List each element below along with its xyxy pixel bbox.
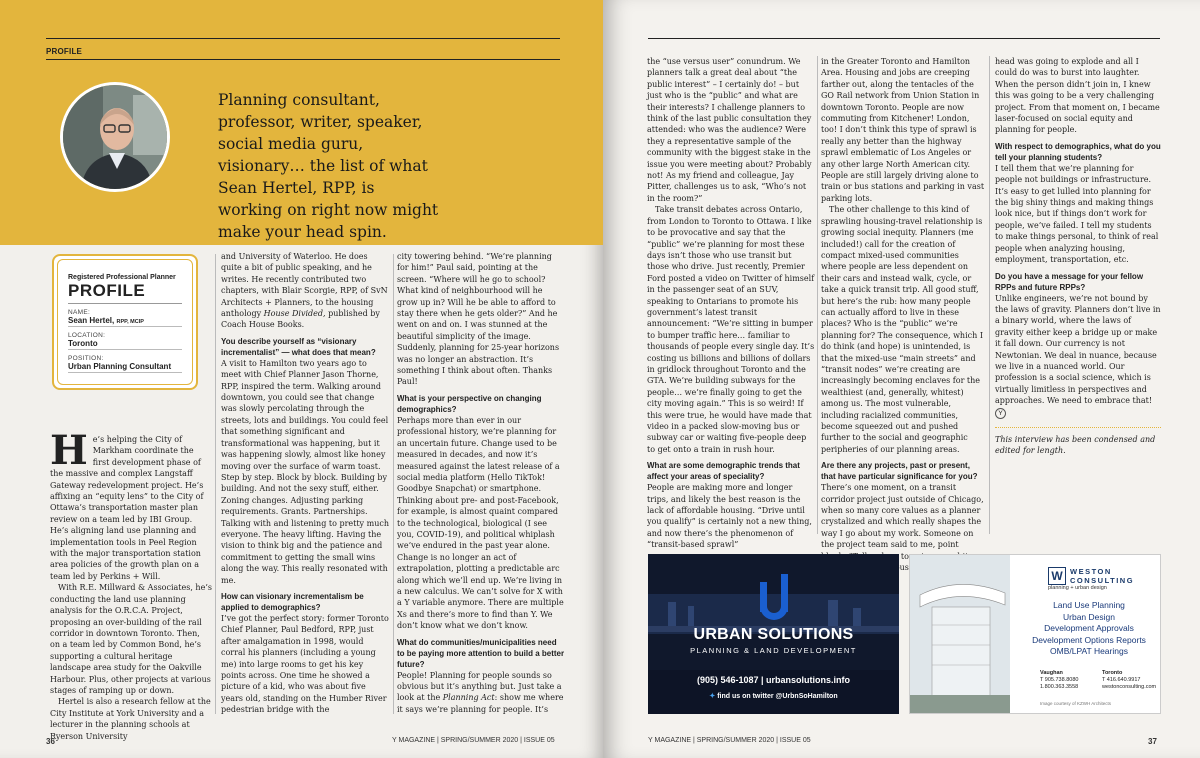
question-heading: With respect to demographics, what do you tell your planning students? <box>995 141 1161 162</box>
twitter-icon: ✦ <box>709 693 716 700</box>
paragraph: head was going to explode and all I could do was to burst into laughter. When the person didn’t join in, I knew this was going to be a very challenging project. From that moment on, I became laser-focused on social equity and planning for people. <box>995 57 1160 135</box>
article-column-5 <box>821 56 986 573</box>
article-column-4 <box>647 56 815 551</box>
profile-card <box>52 254 198 390</box>
page-number-left: 36 <box>46 737 55 746</box>
paragraph: I’ve got the perfect story: former Toronto Chief Planner, Paul Bedford, RPP, just after amalgamation in 1998, would corral his planners (including a young me) into large rooms to get his key points across. One time he showed a picture of a kid, who was about five years old, standing on the Humber River pedestrian bridge with the <box>221 613 389 715</box>
name-label: NAME: <box>68 309 91 316</box>
service-item: Land Use Planning <box>1053 600 1125 610</box>
urban-solutions-ad[interactable] <box>648 554 899 714</box>
section-rule <box>46 59 560 60</box>
paragraph: A visit to Hamilton two years ago to meet with Chief Planner Jason Thorne, RPP, inspired the term. Walking around downtown, you could see that change was slowly percolating through the streets, lots and buildings. You could feel that something significant and transformational was happening, but it was happening slowly, almost like honey moving over the surface of warm toast. Step by step. Block by block. Building by building. And not the sexy stuff, either. Zoning changes. Adjusting parking requirements. Grants. Partnerships. Talking with and listening to pretty much everyone. The heavy lifting. Having the vision to think big and the patience and commitment to getting the small wins along the way. This really resonated with me. <box>221 358 389 585</box>
paragraph: the “use versus user” conundrum. We planners talk a great deal about “the public interest” – I certainly do! – but just who is the “public” and what are their interests? I challenge planners to think of the last public consultation they attended: who was the audience? Were they a representative sample of the community with the biggest stake in the issue you were meeting about? Probably not! As my friend and colleague, Jay Pitter, challenges us to ask, “Who’s not in the room?” <box>647 57 812 203</box>
column-divider <box>393 254 394 714</box>
ad-title: URBAN SOLUTIONS <box>693 626 854 643</box>
service-item: Development Approvals <box>1044 623 1134 633</box>
column-divider <box>989 56 990 534</box>
top-rule <box>648 38 1160 39</box>
paragraph: Perhaps more than ever in our professional history, we’re planning for an uncertain future. Change used to be measured in decades, and now it’s measured against the latest release of a social media platform (Hello TikTok! Goodbye Snapchat) or smartphone. Thinking about pre- and post-Facebook, for example, is almost quaint compared to the technological, biological (I see you, COVID-19), and political whiplash we’ve endured in the past year alone. Change is no longer an act of extrapolation, plotting a predictable arc along which we’ll end up. We’re living in a new calculus. We can’t solve for X with a Y variable anymore. There are multiple Xs and there’s more to find than Y. We don’t know what we don’t know. <box>397 415 564 631</box>
question-heading: Are there any projects, past or present, that have particular significance for you? <box>821 461 978 482</box>
section-label: PROFILE <box>46 47 83 56</box>
service-item: Urban Design <box>1063 611 1115 622</box>
footer-left: Y MAGAZINE | SPRING/SUMMER 2020 | ISSUE 05 <box>392 737 555 744</box>
editor-note: This interview has been condensed and edited for length. <box>995 434 1156 455</box>
question-heading: What is your perspective on changing demographics? <box>397 393 542 414</box>
paragraph: He’s helping the City of Markham coordinate the first development phase of the massive and complex Langstaff Gateway redevelopment project. He’s affixing an “equity lens” to the City of Ottawa’s transportation master plan review on a team led by IBI Group. He’s aligning land use planning and implementation tools in Peel Region with the major transportation station area policies of the growth plan on a team led by Perkins + Will. <box>50 427 204 581</box>
ad-twitter: ✦ find us on twitter @UrbnSoHamilton <box>709 693 838 700</box>
article-column-2 <box>221 251 389 716</box>
portrait-photo <box>60 82 170 192</box>
question-heading: What are some demographic trends that affect your areas of speciality? <box>647 461 800 482</box>
position-value: Urban Planning Consultant <box>68 362 182 373</box>
weston-consulting-ad[interactable] <box>909 554 1161 714</box>
column-divider <box>817 56 818 534</box>
paragraph: With R.E. Millward & Associates, he’s conducting the land use planning analysis for the O.R.C.A. Project, proposing an over-building of the rail corridor in downtown Toronto. Then, on a team led by Common Bond, he’s supporting a cultural heritage landscape area study for the Oakville Harbour. Plus, other projects at various stages of ramping up or down. <box>50 583 212 695</box>
intro-blurb: Planning consultant, professor, writer, speaker, social media guru, visionary… the list of what Sean Hertel, RPP, is working on right now might make your head spin. <box>218 91 439 241</box>
card-subtitle: Registered Professional Planner <box>68 274 176 281</box>
column-divider <box>215 254 216 714</box>
yellow-header-band <box>0 0 603 245</box>
paragraph: city towering behind. “We’re planning for him!” Paul said, pointing at the screen. “Where will he go to school? What kind of neighbourhood will he grow up in? Will he be able to afford to stay there when he gets older?” And he went on and on. I was stunned at the beautiful simplicity of the image. Suddenly, planning for 25-year horizons was no longer an abstraction. It’s something I think about often. Thanks Paul! <box>397 252 560 387</box>
location-label: LOCATION: <box>68 332 106 339</box>
drop-cap: H <box>50 427 88 474</box>
vaughan-contact: Vaughan T 905.738.8080 1.800.363.3558 <box>1040 670 1079 690</box>
toronto-contact: Toronto T 416.640.9917 westonconsulting.com <box>1102 670 1157 690</box>
top-rule <box>46 38 560 39</box>
paragraph: People are making more and longer trips, and likely the best reason is the lack of affordable housing. “Drive until you qualify” is certainly not a new thing, and now there’s the phenomenon of “transit-based sprawl” <box>647 483 812 550</box>
question-heading: What do communities/municipalities need to be paying more attention to build a better future? <box>397 637 565 669</box>
end-mark-icon: Y <box>995 408 1006 419</box>
paragraph: Take transit debates across Ontario, from London to Toronto to Ottawa. I like to be provocative and say that the “public” we’re planning for most these days isn’t those who use transit but those who drive. Just recently, Premier Ford posted a video on Twitter of himself in the passenger seat of an SUV, speaking to Ontarians to promote his government’s latest transit announcement: “We’re sitting in bumper to bumper traffic here… familiar to thousands of people every single day. It’s costing us billions and billions of dollars in gridlock throughout Toronto and the GTA. We’re building subways for the people… we’re finally going to get the city moving again.” This is so weird! If this were true, he would have made that video in a packed slow-moving bus or subway car or waiting five-people deep to get onto a train in rush hour. <box>647 205 815 454</box>
image-credit: Image courtesy of KZWH Architects <box>1040 701 1112 706</box>
question-heading: Do you have a message for your fellow RPPs and future RPPs? <box>995 271 1144 292</box>
paragraph: and University of Waterloo. He does quite a bit of public speaking, and he writes. He recently contributed two chapters, with Blair Scorgie, RPP, of SvN Architects + Planners, to the housing anthology House Divided, published by Coach House Books. <box>221 252 388 330</box>
article-column-3 <box>397 251 565 715</box>
urban-solutions-logo-icon <box>760 574 788 620</box>
divider <box>995 427 1161 428</box>
paragraph: There’s one moment, on a transit corridor project just outside of Chicago, when so many core values as a planner crystalized and which really shapes the way I go about my work. Someone on the project team said to me, point to bus.” <box>821 483 984 573</box>
services-list <box>1020 600 1158 658</box>
building-rendering-image <box>910 555 1010 714</box>
ad-contact: (905) 546-1087 | urbansolutions.info <box>696 675 851 685</box>
paragraph: Hertel is also a research fellow at the City Institute at York University and a lecturer in the planning schools at Ryerson University <box>50 697 211 741</box>
position-label: POSITION: <box>68 355 104 362</box>
ad-subtitle: PLANNING & LAND DEVELOPMENT <box>690 646 857 655</box>
question-heading: You describe yourself as “visionary incrementalist” — what does that mean? <box>221 336 376 357</box>
weston-logo: W WESTON CONSULTING planning + urban design <box>1048 567 1135 591</box>
weston-logo-icon: W <box>1048 567 1066 585</box>
article-column-6 <box>995 56 1161 456</box>
service-item: OMB/LPAT Hearings <box>1050 646 1128 656</box>
article-column-1 <box>50 427 212 742</box>
paragraph: People! Planning for people sounds so obvious but it’s anything but. Just take a look at the Planning Act: show me where it says we’re planning for people. It’s <box>397 670 564 714</box>
paragraph: The other challenge to this kind of sprawling housing-travel relationship is growing social inequity. Planners (me included!) call for the creation of compact mixed-used communities where people are less dependent on their cars and instead walk, cycle, or take a quick transit trip. All good stuff, but here’s the rub: how many people can actually afford to live in these places? Who is the “public” we’re planning for? The consequence, which I do think (and hope) is unintended, is that the mixed-use “main streets” and “transit nodes” we’re creating are increasingly becoming enclaves for the wealthiest (and, generally, whitest) among us. The most vulnerable, including racialized communities, become squeezed out and pushed further to the social and geographic peripheries of our planning areas. <box>821 205 983 454</box>
page-number-right: 37 <box>1148 737 1157 746</box>
card-title: PROFILE <box>68 281 182 304</box>
service-item: Development Options Reports <box>1032 634 1146 645</box>
question-heading: How can visionary incrementalism be applied to demographics? <box>221 591 364 612</box>
paragraph: I tell them that we’re planning for people not buildings or infrastructure. It’s easy to get lulled into planning for the big shiny things and making things look nice, but if things don’t work for people, we’ve failed. I tell my students to make things personal, to think of real people when analyzing housing, employment, transportation, etc. <box>995 163 1159 265</box>
paragraph: in the Greater Toronto and Hamilton Area. Housing and jobs are creeping farther out, along the tentacles of the GO Rail network from Union Station in downtown Toronto. People are now commuting from Kitchener! London, too! I don’t think this type of sprawl is really any better than the highway sprawl emblematic of Los Angeles or any other large North American city. People are still largely driving alone to train or bus stations and parking in vast parking lots. <box>821 57 985 203</box>
paragraph: Unlike engineers, we’re not bound by the laws of gravity. Planners don’t live in a binary world, where the laws of gravity either keep a bridge up or make it fall down. Our currency is not Newtonian. We deal in nuance, because we live in a nuanced world. Our profession is a social science, which is virtually limitless in perspectives and approaches. We need to embrace that! Y <box>995 293 1161 417</box>
name-value: Sean Hertel, RPP, MCIP <box>68 316 182 327</box>
location-value: Toronto <box>68 339 182 350</box>
footer-right: Y MAGAZINE | SPRING/SUMMER 2020 | ISSUE 05 <box>648 737 811 744</box>
